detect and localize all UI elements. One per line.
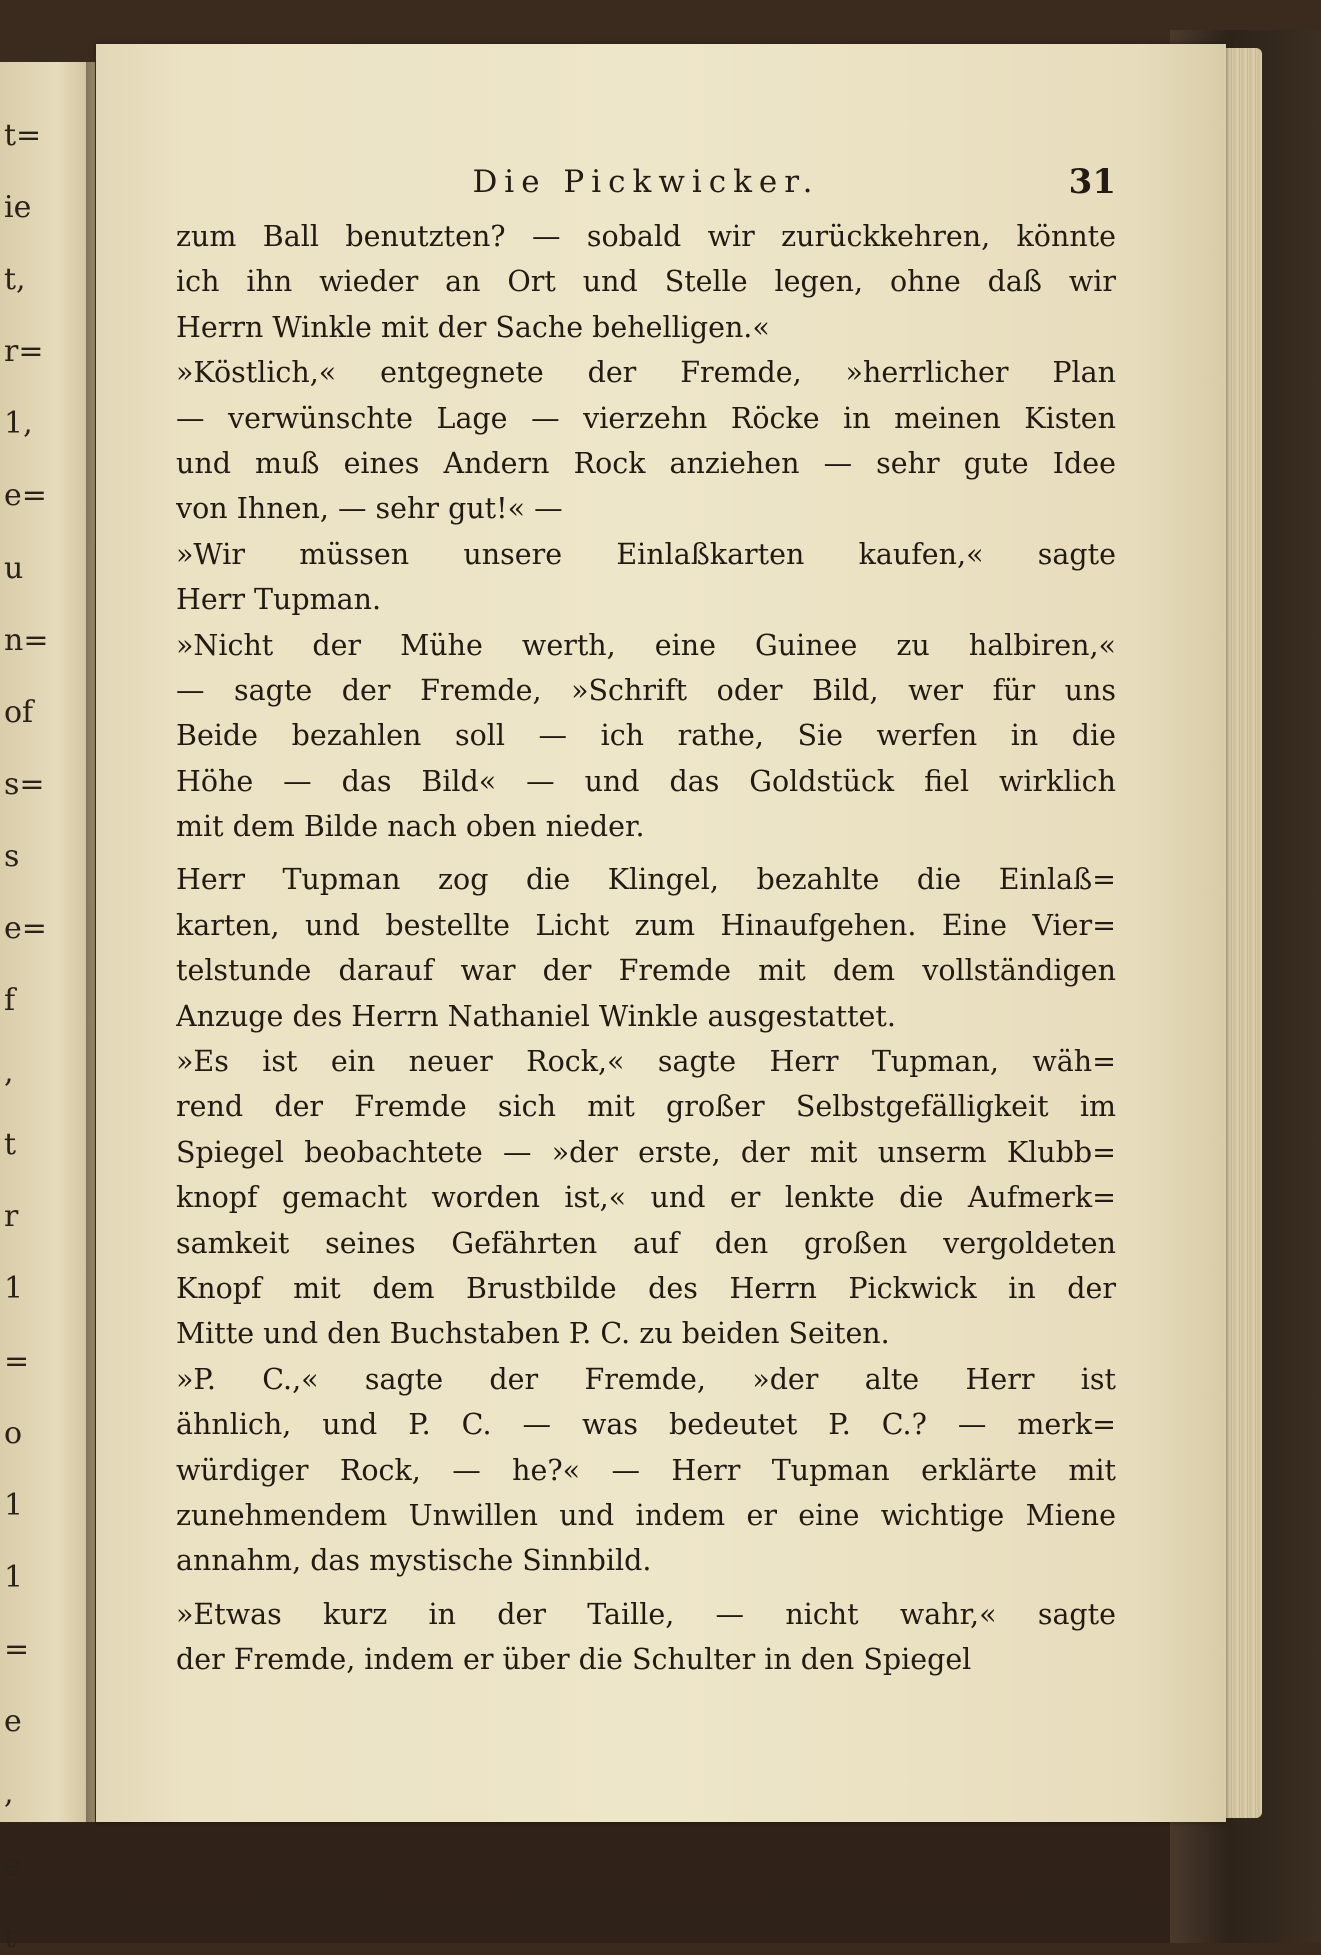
- paragraph-gap: [176, 1584, 1116, 1592]
- paragraph: [176, 1592, 1116, 1683]
- text-line: Mitte und den Buchstaben P. C. zu beiden Seiten.: [176, 1317, 890, 1351]
- text-line: knopf gemacht worden ist,« und er lenkte die Aufmerk=: [176, 1181, 1116, 1215]
- previous-page-fragment: e=: [4, 478, 47, 514]
- previous-page-fragment: t: [4, 1127, 17, 1163]
- text-line: Herr Tupman.: [176, 583, 382, 617]
- previous-page-fragment: t=: [4, 118, 42, 153]
- paragraph: [176, 532, 1116, 623]
- text-line: und muß eines Andern Rock anziehen — sehr gute Idee: [176, 446, 1116, 480]
- text-line: Herr Tupman zog die Klingel, bezahlte die Einlaß=: [176, 863, 1116, 897]
- text-line: »Nicht der Mühe werth, eine Guinee zu halbiren,«: [176, 628, 1116, 662]
- previous-page-fragment: =: [4, 1343, 30, 1379]
- previous-page-fragment: ,: [4, 1055, 14, 1091]
- text-line: rend der Fremde sich mit großer Selbstgefälligkeit im: [176, 1090, 1116, 1124]
- text-line: — verwünschte Lage — vierzehn Röcke in meinen Kisten: [176, 401, 1116, 435]
- text-line: »Köstlich,« entgegnete der Fremde, »herrlicher Plan: [176, 356, 1116, 390]
- text-line: samkeit seines Gefährten auf den großen vergoldeten: [176, 1226, 1116, 1260]
- page-body-text: [176, 214, 1116, 1683]
- previous-page-fragment: of: [4, 694, 34, 730]
- text-line: zunehmendem Unwillen und indem er eine wichtige Miene: [176, 1498, 1116, 1532]
- paragraph: [176, 214, 1116, 350]
- text-line: »Es ist ein neuer Rock,« sagte Herr Tupman, wäh=: [176, 1045, 1116, 1079]
- text-line: telstunde darauf war der Fremde mit dem vollständigen: [176, 954, 1116, 988]
- previous-page-fragment: 1: [4, 1487, 24, 1523]
- text-line: — sagte der Fremde, »Schrift oder Bild, wer für uns: [176, 673, 1116, 707]
- text-line: ich ihn wieder an Ort und Stelle legen, ohne daß wir: [176, 265, 1116, 299]
- text-line: mit dem Bilde nach oben nieder.: [176, 810, 645, 844]
- page-header: [176, 164, 1116, 214]
- paragraph: [176, 623, 1116, 850]
- previous-page-fragment: o: [4, 1415, 23, 1451]
- text-line: der Fremde, indem er über die Schulter in den Spiegel: [176, 1643, 972, 1677]
- text-line: würdiger Rock, — he?« — Herr Tupman erklärte mit: [176, 1453, 1116, 1487]
- text-line: karten, und bestellte Licht zum Hinaufgehen. Eine Vier=: [176, 908, 1116, 942]
- paragraph: [176, 1039, 1116, 1357]
- previous-page-fragment: ie: [4, 190, 32, 226]
- previous-page-fragment: 1,: [4, 406, 33, 442]
- previous-page-fragment: 1: [4, 1271, 24, 1307]
- text-line: von Ihnen, — sehr gut!« —: [176, 492, 563, 526]
- page-number: 31: [1068, 162, 1116, 202]
- previous-page-fragment: r=: [4, 334, 44, 370]
- previous-page-fragment: r: [4, 1199, 19, 1235]
- previous-page-fragment: e: [4, 1848, 22, 1884]
- previous-page-fragment: ,: [4, 1776, 14, 1812]
- previous-page-fragment: s: [4, 838, 20, 874]
- previous-page-fragment: =: [4, 1631, 30, 1667]
- previous-page-fragment: 1: [4, 1559, 24, 1595]
- text-line: annahm, das mystische Sinnbild.: [176, 1544, 652, 1578]
- running-title: Die Pickwicker.: [472, 164, 820, 200]
- text-line: Spiegel beobachtete — »der erste, der mit unserm Klubb=: [176, 1135, 1116, 1169]
- book-page: [96, 44, 1226, 1822]
- previous-page-edge: [0, 62, 95, 1955]
- text-line: Anzuge des Herrn Nathaniel Winkle ausgestattet.: [176, 999, 896, 1033]
- previous-page-fragment: f: [4, 983, 16, 1019]
- text-line: »P. C.,« sagte der Fremde, »der alte Herr ist: [176, 1362, 1116, 1396]
- text-line: zum Ball benutzten? — sobald wir zurückkehren, könnte: [176, 220, 1116, 253]
- paragraph: [176, 350, 1116, 532]
- text-line: Höhe — das Bild« — und das Goldstück fiel wirklich: [176, 764, 1116, 798]
- text-line: ähnlich, und P. C. — was bedeutet P. C.? — merk=: [176, 1408, 1116, 1442]
- previous-page-fragment: t: [4, 1920, 17, 1955]
- previous-page-fragment: u: [4, 550, 24, 586]
- text-line: Herrn Winkle mit der Sache behelligen.«: [176, 310, 770, 344]
- paragraph: [176, 1357, 1116, 1584]
- text-line: »Wir müssen unsere Einlaßkarten kaufen,« sagte: [176, 537, 1116, 571]
- text-line: »Etwas kurz in der Taille, — nicht wahr,« sagte: [176, 1597, 1116, 1631]
- paragraph-gap: [176, 849, 1116, 857]
- previous-page-fragment: s=: [4, 766, 45, 802]
- previous-page-fragment: t,: [4, 262, 26, 298]
- previous-page-fragment: e=: [4, 910, 47, 946]
- text-line: Beide bezahlen soll — ich rathe, Sie werfen in die: [176, 719, 1116, 753]
- text-line: Knopf mit dem Brustbilde des Herrn Pickwick in der: [176, 1271, 1116, 1305]
- previous-page-fragment: n=: [4, 622, 49, 658]
- paragraph: [176, 857, 1116, 1039]
- previous-page-fragment: e: [4, 1703, 22, 1739]
